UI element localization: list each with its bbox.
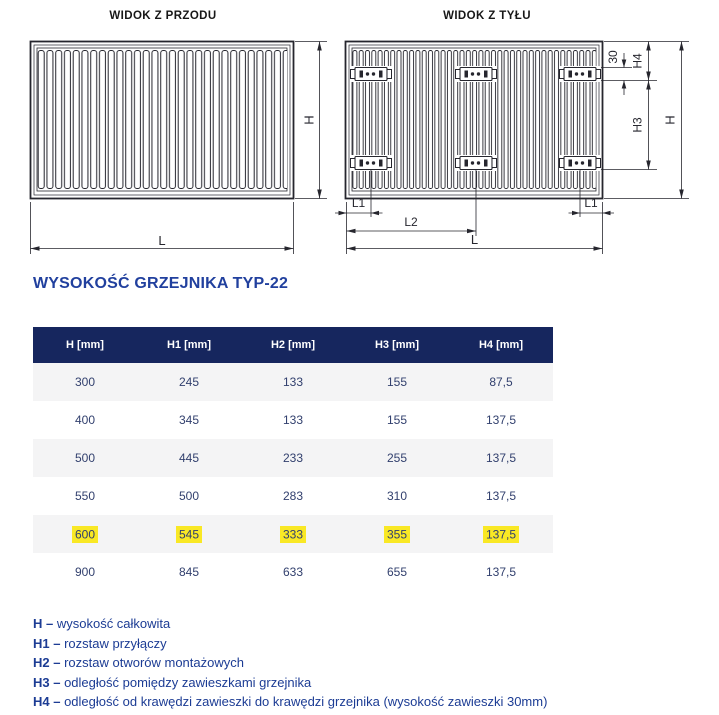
- dimension-label-l1-left: L1: [351, 196, 366, 210]
- dimension-label-l2: L2: [404, 215, 418, 229]
- legend-item: H3 – odległość pomiędzy zawieszkami grzejnika: [33, 674, 312, 690]
- table-cell: 845: [137, 553, 241, 591]
- table-row: [33, 401, 553, 439]
- legend: [33, 614, 547, 712]
- table-cell: 333: [241, 515, 345, 553]
- table-cell: 445: [137, 439, 241, 477]
- table-row: [33, 439, 553, 477]
- table-cell: 500: [137, 477, 241, 515]
- table-cell: 655: [345, 553, 449, 591]
- dimension-label-h4: H4: [630, 53, 645, 69]
- column-header: H1 [mm]: [137, 327, 241, 363]
- spec-table-head: [33, 327, 553, 363]
- table-cell: 245: [137, 363, 241, 401]
- back-radiator: [346, 42, 603, 199]
- dimension-label-front-l: L: [158, 233, 166, 248]
- legend-item: H4 – odległość od krawędzi zawieszki do krawędzi grzejnika (wysokość zawieszki 30mm): [33, 694, 548, 709]
- spec-table-body: [33, 363, 553, 591]
- spec-table-head-row: [33, 327, 553, 363]
- table-cell: 137,5: [449, 553, 553, 591]
- table-cell: 155: [345, 363, 449, 401]
- table-cell: 137,5: [449, 401, 553, 439]
- legend-item: H2 – rozstaw otworów montażowych: [33, 655, 244, 670]
- table-cell: 310: [345, 477, 449, 515]
- table-cell: 550: [33, 477, 137, 515]
- table-row: [33, 553, 553, 591]
- table-cell: 255: [345, 439, 449, 477]
- table-cell: 233: [241, 439, 345, 477]
- front-radiator: [31, 42, 294, 199]
- table-cell: 400: [33, 401, 137, 439]
- table-cell: 355: [345, 515, 449, 553]
- back-view-title: WIDOK Z TYŁU: [443, 10, 531, 22]
- table-cell: 155: [345, 401, 449, 439]
- column-header: H4 [mm]: [449, 327, 553, 363]
- table-cell: 87,5: [449, 363, 553, 401]
- table-cell: 600: [33, 515, 137, 553]
- dimension-label-front-h: H: [301, 115, 317, 125]
- table-cell: 137,5: [449, 477, 553, 515]
- legend-item: H1 – rozstaw przyłączy: [33, 635, 167, 651]
- dimension-label-bracket-height: 30: [606, 50, 620, 64]
- table-cell: 633: [241, 553, 345, 591]
- table-row: [33, 515, 553, 553]
- spec-table: [33, 327, 553, 591]
- column-header: H [mm]: [33, 327, 137, 363]
- front-view: [31, 10, 328, 254]
- table-cell: 283: [241, 477, 345, 515]
- table-cell: 137,5: [449, 439, 553, 477]
- radiator-diagrams: [0, 0, 719, 262]
- front-view-title: WIDOK Z PRZODU: [109, 10, 217, 22]
- dimension-label-back-h: H: [662, 115, 678, 125]
- section-title: WYSOKOŚĆ GRZEJNIKA TYP-22: [33, 275, 289, 292]
- dimension-label-back-l: L: [470, 232, 479, 247]
- table-row: [33, 477, 553, 515]
- table-cell: 133: [241, 363, 345, 401]
- dimension-label-h3: H3: [630, 117, 645, 133]
- dimension-label-l1-right: L1: [584, 196, 598, 210]
- table-cell: 900: [33, 553, 137, 591]
- table-cell: 300: [33, 363, 137, 401]
- table-cell: 545: [137, 515, 241, 553]
- table-cell: 133: [241, 401, 345, 439]
- table-cell: 345: [137, 401, 241, 439]
- back-view: [335, 10, 689, 254]
- table-cell: 137,5: [449, 515, 553, 553]
- table-row: [33, 363, 553, 401]
- legend-item: H – wysokość całkowita: [33, 616, 171, 631]
- column-header: H3 [mm]: [345, 327, 449, 363]
- table-cell: 500: [33, 439, 137, 477]
- column-header: H2 [mm]: [241, 327, 345, 363]
